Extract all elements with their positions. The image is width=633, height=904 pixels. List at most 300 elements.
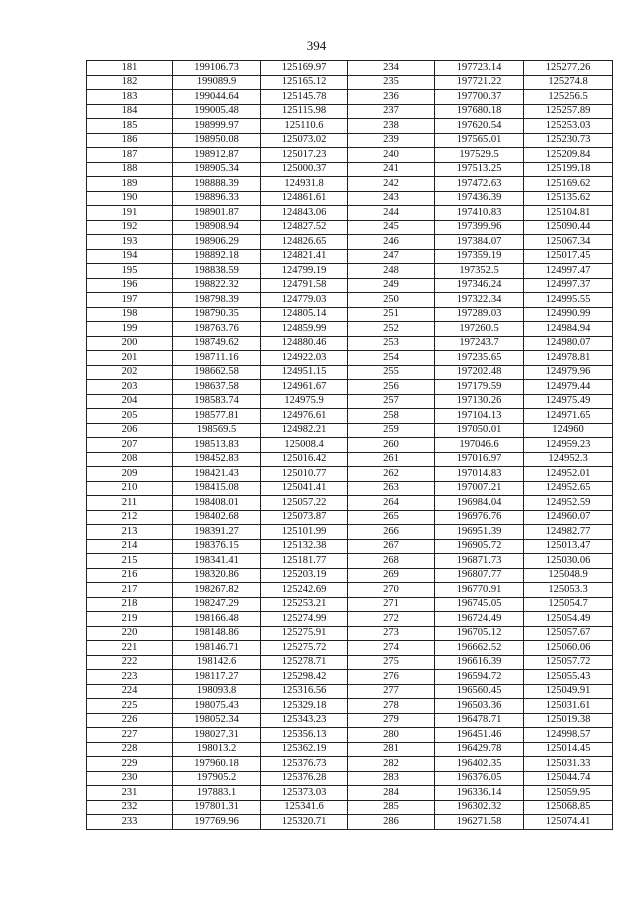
table-row <box>87 104 613 119</box>
y-coordinate-right: 125031.33 <box>524 757 613 772</box>
x-coordinate-right: 196560.45 <box>435 684 524 699</box>
x-coordinate-left: 198513.83 <box>173 438 261 453</box>
x-coordinate-left: 198908.94 <box>173 220 261 235</box>
table-row <box>87 641 613 656</box>
point-number-right: 254 <box>348 351 435 366</box>
y-coordinate-left: 124821.41 <box>261 249 348 264</box>
point-number-left: 216 <box>87 568 173 583</box>
x-coordinate-left: 198013.2 <box>173 742 261 757</box>
x-coordinate-left: 198341.41 <box>173 554 261 569</box>
point-number-right: 244 <box>348 206 435 221</box>
x-coordinate-right: 197016.97 <box>435 452 524 467</box>
point-number-right: 266 <box>348 525 435 540</box>
y-coordinate-right: 125054.7 <box>524 597 613 612</box>
point-number-right: 272 <box>348 612 435 627</box>
y-coordinate-left: 124951.15 <box>261 365 348 380</box>
x-coordinate-left: 198093.8 <box>173 684 261 699</box>
y-coordinate-left: 125010.77 <box>261 467 348 482</box>
y-coordinate-right: 125257.89 <box>524 104 613 119</box>
point-number-right: 276 <box>348 670 435 685</box>
x-coordinate-right: 196770.91 <box>435 583 524 598</box>
point-number-right: 235 <box>348 75 435 90</box>
point-number-left: 209 <box>87 467 173 482</box>
y-coordinate-left: 124791.58 <box>261 278 348 293</box>
table-row <box>87 307 613 322</box>
table-row <box>87 800 613 815</box>
x-coordinate-right: 197384.07 <box>435 235 524 250</box>
y-coordinate-right: 125054.49 <box>524 612 613 627</box>
x-coordinate-left: 198452.83 <box>173 452 261 467</box>
y-coordinate-right: 124952.59 <box>524 496 613 511</box>
table-row <box>87 438 613 453</box>
x-coordinate-left: 198583.74 <box>173 394 261 409</box>
x-coordinate-left: 198888.39 <box>173 177 261 192</box>
point-number-left: 181 <box>87 61 173 76</box>
y-coordinate-left: 125101.99 <box>261 525 348 540</box>
x-coordinate-right: 196503.36 <box>435 699 524 714</box>
point-number-left: 219 <box>87 612 173 627</box>
table-row <box>87 322 613 337</box>
point-number-left: 195 <box>87 264 173 279</box>
y-coordinate-left: 125132.38 <box>261 539 348 554</box>
y-coordinate-left: 125017.23 <box>261 148 348 163</box>
x-coordinate-right: 196616.39 <box>435 655 524 670</box>
point-number-left: 189 <box>87 177 173 192</box>
point-number-right: 277 <box>348 684 435 699</box>
x-coordinate-right: 197260.5 <box>435 322 524 337</box>
point-number-right: 284 <box>348 786 435 801</box>
table-row <box>87 539 613 554</box>
point-number-right: 264 <box>348 496 435 511</box>
point-number-left: 210 <box>87 481 173 496</box>
y-coordinate-left: 125376.28 <box>261 771 348 786</box>
x-coordinate-right: 196451.46 <box>435 728 524 743</box>
y-coordinate-left: 125115.98 <box>261 104 348 119</box>
point-number-left: 197 <box>87 293 173 308</box>
x-coordinate-right: 197565.01 <box>435 133 524 148</box>
y-coordinate-right: 125044.74 <box>524 771 613 786</box>
x-coordinate-right: 197322.34 <box>435 293 524 308</box>
point-number-left: 200 <box>87 336 173 351</box>
point-number-left: 225 <box>87 699 173 714</box>
point-number-right: 234 <box>348 61 435 76</box>
y-coordinate-right: 124980.07 <box>524 336 613 351</box>
y-coordinate-right: 125060.06 <box>524 641 613 656</box>
x-coordinate-left: 198267.82 <box>173 583 261 598</box>
coordinates-table <box>86 60 613 830</box>
y-coordinate-left: 124779.03 <box>261 293 348 308</box>
point-number-left: 211 <box>87 496 173 511</box>
point-number-right: 255 <box>348 365 435 380</box>
point-number-left: 183 <box>87 90 173 105</box>
y-coordinate-right: 125199.18 <box>524 162 613 177</box>
point-number-right: 270 <box>348 583 435 598</box>
point-number-left: 214 <box>87 539 173 554</box>
point-number-left: 206 <box>87 423 173 438</box>
point-number-right: 256 <box>348 380 435 395</box>
table-row <box>87 757 613 772</box>
y-coordinate-right: 125059.95 <box>524 786 613 801</box>
table-row <box>87 75 613 90</box>
y-coordinate-right: 125031.61 <box>524 699 613 714</box>
x-coordinate-right: 196724.49 <box>435 612 524 627</box>
point-number-right: 283 <box>348 771 435 786</box>
point-number-left: 228 <box>87 742 173 757</box>
point-number-left: 213 <box>87 525 173 540</box>
y-coordinate-left: 125341.6 <box>261 800 348 815</box>
point-number-right: 262 <box>348 467 435 482</box>
table-row <box>87 742 613 757</box>
y-coordinate-left: 124982.21 <box>261 423 348 438</box>
point-number-right: 251 <box>348 307 435 322</box>
x-coordinate-right: 197721.22 <box>435 75 524 90</box>
x-coordinate-left: 198901.87 <box>173 206 261 221</box>
table-row <box>87 481 613 496</box>
point-number-left: 201 <box>87 351 173 366</box>
point-number-right: 243 <box>348 191 435 206</box>
x-coordinate-right: 197513.25 <box>435 162 524 177</box>
point-number-right: 253 <box>348 336 435 351</box>
y-coordinate-right: 124995.55 <box>524 293 613 308</box>
table-row <box>87 249 613 264</box>
x-coordinate-right: 197007.21 <box>435 481 524 496</box>
x-coordinate-right: 196984.04 <box>435 496 524 511</box>
x-coordinate-left: 198999.97 <box>173 119 261 134</box>
x-coordinate-right: 197529.5 <box>435 148 524 163</box>
table-row <box>87 568 613 583</box>
point-number-left: 190 <box>87 191 173 206</box>
x-coordinate-right: 197359.19 <box>435 249 524 264</box>
y-coordinate-left: 124861.61 <box>261 191 348 206</box>
y-coordinate-right: 125067.34 <box>524 235 613 250</box>
y-coordinate-right: 124979.96 <box>524 365 613 380</box>
y-coordinate-right: 125057.67 <box>524 626 613 641</box>
y-coordinate-right: 124998.57 <box>524 728 613 743</box>
y-coordinate-left: 125203.19 <box>261 568 348 583</box>
point-number-right: 248 <box>348 264 435 279</box>
point-number-left: 215 <box>87 554 173 569</box>
point-number-right: 237 <box>348 104 435 119</box>
y-coordinate-right: 125230.73 <box>524 133 613 148</box>
x-coordinate-right: 196302.32 <box>435 800 524 815</box>
x-coordinate-right: 197436.39 <box>435 191 524 206</box>
point-number-left: 207 <box>87 438 173 453</box>
point-number-left: 226 <box>87 713 173 728</box>
y-coordinate-left: 124961.67 <box>261 380 348 395</box>
x-coordinate-right: 196376.05 <box>435 771 524 786</box>
x-coordinate-left: 198376.15 <box>173 539 261 554</box>
y-coordinate-right: 124990.99 <box>524 307 613 322</box>
x-coordinate-left: 197883.1 <box>173 786 261 801</box>
table-row <box>87 815 613 830</box>
point-number-left: 233 <box>87 815 173 830</box>
x-coordinate-right: 196951.39 <box>435 525 524 540</box>
x-coordinate-left: 197801.31 <box>173 800 261 815</box>
y-coordinate-left: 125073.87 <box>261 510 348 525</box>
point-number-left: 229 <box>87 757 173 772</box>
y-coordinate-right: 124959.23 <box>524 438 613 453</box>
y-coordinate-left: 124922.03 <box>261 351 348 366</box>
point-number-right: 260 <box>348 438 435 453</box>
x-coordinate-right: 197723.14 <box>435 61 524 76</box>
table-row <box>87 119 613 134</box>
y-coordinate-left: 125110.6 <box>261 119 348 134</box>
point-number-left: 193 <box>87 235 173 250</box>
point-number-left: 222 <box>87 655 173 670</box>
point-number-left: 186 <box>87 133 173 148</box>
point-number-right: 242 <box>348 177 435 192</box>
point-number-left: 208 <box>87 452 173 467</box>
x-coordinate-right: 197346.24 <box>435 278 524 293</box>
x-coordinate-left: 198148.86 <box>173 626 261 641</box>
point-number-left: 184 <box>87 104 173 119</box>
y-coordinate-left: 124805.14 <box>261 307 348 322</box>
point-number-right: 236 <box>348 90 435 105</box>
table-row <box>87 90 613 105</box>
y-coordinate-right: 125274.8 <box>524 75 613 90</box>
point-number-right: 265 <box>348 510 435 525</box>
point-number-left: 199 <box>87 322 173 337</box>
point-number-right: 239 <box>348 133 435 148</box>
x-coordinate-right: 196336.14 <box>435 786 524 801</box>
y-coordinate-left: 125016.42 <box>261 452 348 467</box>
y-coordinate-right: 124978.81 <box>524 351 613 366</box>
table-row <box>87 264 613 279</box>
point-number-right: 285 <box>348 800 435 815</box>
point-number-left: 196 <box>87 278 173 293</box>
table-row <box>87 61 613 76</box>
x-coordinate-left: 198763.76 <box>173 322 261 337</box>
x-coordinate-right: 197472.63 <box>435 177 524 192</box>
x-coordinate-right: 197352.5 <box>435 264 524 279</box>
x-coordinate-left: 197769.96 <box>173 815 261 830</box>
table-row <box>87 525 613 540</box>
table-row <box>87 409 613 424</box>
table-row <box>87 380 613 395</box>
y-coordinate-left: 124843.06 <box>261 206 348 221</box>
x-coordinate-right: 196745.05 <box>435 597 524 612</box>
x-coordinate-right: 197104.13 <box>435 409 524 424</box>
table-row <box>87 713 613 728</box>
point-number-left: 187 <box>87 148 173 163</box>
y-coordinate-right: 125057.72 <box>524 655 613 670</box>
x-coordinate-left: 198838.59 <box>173 264 261 279</box>
table-row <box>87 206 613 221</box>
x-coordinate-left: 197905.2 <box>173 771 261 786</box>
x-coordinate-left: 198950.08 <box>173 133 261 148</box>
point-number-right: 269 <box>348 568 435 583</box>
x-coordinate-left: 198790.35 <box>173 307 261 322</box>
coordinates-table-body <box>87 61 613 830</box>
x-coordinate-left: 197960.18 <box>173 757 261 772</box>
table-row <box>87 626 613 641</box>
point-number-left: 202 <box>87 365 173 380</box>
y-coordinate-right: 125014.45 <box>524 742 613 757</box>
table-row <box>87 278 613 293</box>
y-coordinate-left: 125000.37 <box>261 162 348 177</box>
point-number-right: 246 <box>348 235 435 250</box>
y-coordinate-right: 125090.44 <box>524 220 613 235</box>
point-number-right: 257 <box>348 394 435 409</box>
table-row <box>87 655 613 670</box>
table-row <box>87 496 613 511</box>
table-row <box>87 336 613 351</box>
y-coordinate-right: 125253.03 <box>524 119 613 134</box>
x-coordinate-left: 198166.48 <box>173 612 261 627</box>
y-coordinate-right: 125017.45 <box>524 249 613 264</box>
point-number-right: 241 <box>348 162 435 177</box>
point-number-left: 231 <box>87 786 173 801</box>
y-coordinate-right: 124984.94 <box>524 322 613 337</box>
y-coordinate-right: 124952.3 <box>524 452 613 467</box>
y-coordinate-right: 125104.81 <box>524 206 613 221</box>
x-coordinate-left: 198421.43 <box>173 467 261 482</box>
x-coordinate-left: 199005.48 <box>173 104 261 119</box>
y-coordinate-right: 125277.26 <box>524 61 613 76</box>
point-number-left: 217 <box>87 583 173 598</box>
x-coordinate-left: 199106.73 <box>173 61 261 76</box>
point-number-right: 263 <box>348 481 435 496</box>
point-number-left: 221 <box>87 641 173 656</box>
y-coordinate-left: 125316.56 <box>261 684 348 699</box>
x-coordinate-left: 198146.71 <box>173 641 261 656</box>
x-coordinate-right: 197050.01 <box>435 423 524 438</box>
y-coordinate-left: 125057.22 <box>261 496 348 511</box>
point-number-left: 224 <box>87 684 173 699</box>
y-coordinate-right: 124952.01 <box>524 467 613 482</box>
point-number-left: 182 <box>87 75 173 90</box>
table-row <box>87 771 613 786</box>
point-number-left: 188 <box>87 162 173 177</box>
point-number-right: 274 <box>348 641 435 656</box>
x-coordinate-left: 198749.62 <box>173 336 261 351</box>
y-coordinate-right: 124997.37 <box>524 278 613 293</box>
y-coordinate-right: 125048.9 <box>524 568 613 583</box>
y-coordinate-right: 125030.06 <box>524 554 613 569</box>
x-coordinate-left: 198906.29 <box>173 235 261 250</box>
point-number-left: 204 <box>87 394 173 409</box>
point-number-right: 281 <box>348 742 435 757</box>
y-coordinate-left: 125165.12 <box>261 75 348 90</box>
x-coordinate-right: 196402.35 <box>435 757 524 772</box>
x-coordinate-right: 196905.72 <box>435 539 524 554</box>
y-coordinate-right: 124952.65 <box>524 481 613 496</box>
x-coordinate-left: 198637.58 <box>173 380 261 395</box>
x-coordinate-right: 197399.96 <box>435 220 524 235</box>
y-coordinate-left: 125343.23 <box>261 713 348 728</box>
y-coordinate-right: 125169.62 <box>524 177 613 192</box>
x-coordinate-right: 196807.77 <box>435 568 524 583</box>
point-number-right: 271 <box>348 597 435 612</box>
point-number-left: 194 <box>87 249 173 264</box>
y-coordinate-left: 125181.77 <box>261 554 348 569</box>
x-coordinate-left: 198075.43 <box>173 699 261 714</box>
x-coordinate-left: 198391.27 <box>173 525 261 540</box>
y-coordinate-right: 124960 <box>524 423 613 438</box>
table-row <box>87 365 613 380</box>
x-coordinate-left: 198415.08 <box>173 481 261 496</box>
point-number-right: 280 <box>348 728 435 743</box>
x-coordinate-left: 198912.87 <box>173 148 261 163</box>
point-number-left: 212 <box>87 510 173 525</box>
y-coordinate-left: 125298.42 <box>261 670 348 685</box>
x-coordinate-right: 196594.72 <box>435 670 524 685</box>
x-coordinate-right: 197235.65 <box>435 351 524 366</box>
point-number-right: 238 <box>348 119 435 134</box>
y-coordinate-left: 125278.71 <box>261 655 348 670</box>
x-coordinate-left: 199044.64 <box>173 90 261 105</box>
y-coordinate-left: 125145.78 <box>261 90 348 105</box>
y-coordinate-left: 125356.13 <box>261 728 348 743</box>
table-row <box>87 510 613 525</box>
x-coordinate-right: 197410.83 <box>435 206 524 221</box>
x-coordinate-left: 198402.68 <box>173 510 261 525</box>
y-coordinate-left: 125376.73 <box>261 757 348 772</box>
x-coordinate-left: 198027.31 <box>173 728 261 743</box>
table-row <box>87 583 613 598</box>
x-coordinate-right: 196271.58 <box>435 815 524 830</box>
point-number-left: 218 <box>87 597 173 612</box>
y-coordinate-left: 124975.9 <box>261 394 348 409</box>
table-row <box>87 133 613 148</box>
y-coordinate-right: 125049.91 <box>524 684 613 699</box>
table-row <box>87 612 613 627</box>
table-row <box>87 728 613 743</box>
point-number-right: 249 <box>348 278 435 293</box>
x-coordinate-left: 199089.9 <box>173 75 261 90</box>
point-number-right: 261 <box>348 452 435 467</box>
x-coordinate-left: 198798.39 <box>173 293 261 308</box>
table-row <box>87 670 613 685</box>
x-coordinate-left: 198408.01 <box>173 496 261 511</box>
x-coordinate-right: 197700.37 <box>435 90 524 105</box>
point-number-left: 192 <box>87 220 173 235</box>
point-number-left: 203 <box>87 380 173 395</box>
y-coordinate-right: 124979.44 <box>524 380 613 395</box>
point-number-right: 278 <box>348 699 435 714</box>
y-coordinate-left: 125242.69 <box>261 583 348 598</box>
point-number-right: 273 <box>348 626 435 641</box>
x-coordinate-right: 196871.73 <box>435 554 524 569</box>
y-coordinate-left: 124976.61 <box>261 409 348 424</box>
point-number-left: 220 <box>87 626 173 641</box>
table-row <box>87 162 613 177</box>
y-coordinate-right: 125209.84 <box>524 148 613 163</box>
point-number-right: 258 <box>348 409 435 424</box>
table-row <box>87 786 613 801</box>
x-coordinate-left: 198247.29 <box>173 597 261 612</box>
table-row <box>87 597 613 612</box>
point-number-right: 245 <box>348 220 435 235</box>
point-number-right: 279 <box>348 713 435 728</box>
point-number-left: 205 <box>87 409 173 424</box>
x-coordinate-left: 198905.34 <box>173 162 261 177</box>
table-row <box>87 467 613 482</box>
y-coordinate-left: 125253.21 <box>261 597 348 612</box>
point-number-right: 250 <box>348 293 435 308</box>
x-coordinate-right: 196662.52 <box>435 641 524 656</box>
point-number-right: 275 <box>348 655 435 670</box>
x-coordinate-left: 198142.6 <box>173 655 261 670</box>
table-row <box>87 177 613 192</box>
table-row <box>87 684 613 699</box>
x-coordinate-left: 198117.27 <box>173 670 261 685</box>
table-row <box>87 423 613 438</box>
y-coordinate-right: 125053.3 <box>524 583 613 598</box>
point-number-right: 252 <box>348 322 435 337</box>
y-coordinate-left: 125274.99 <box>261 612 348 627</box>
table-row <box>87 351 613 366</box>
